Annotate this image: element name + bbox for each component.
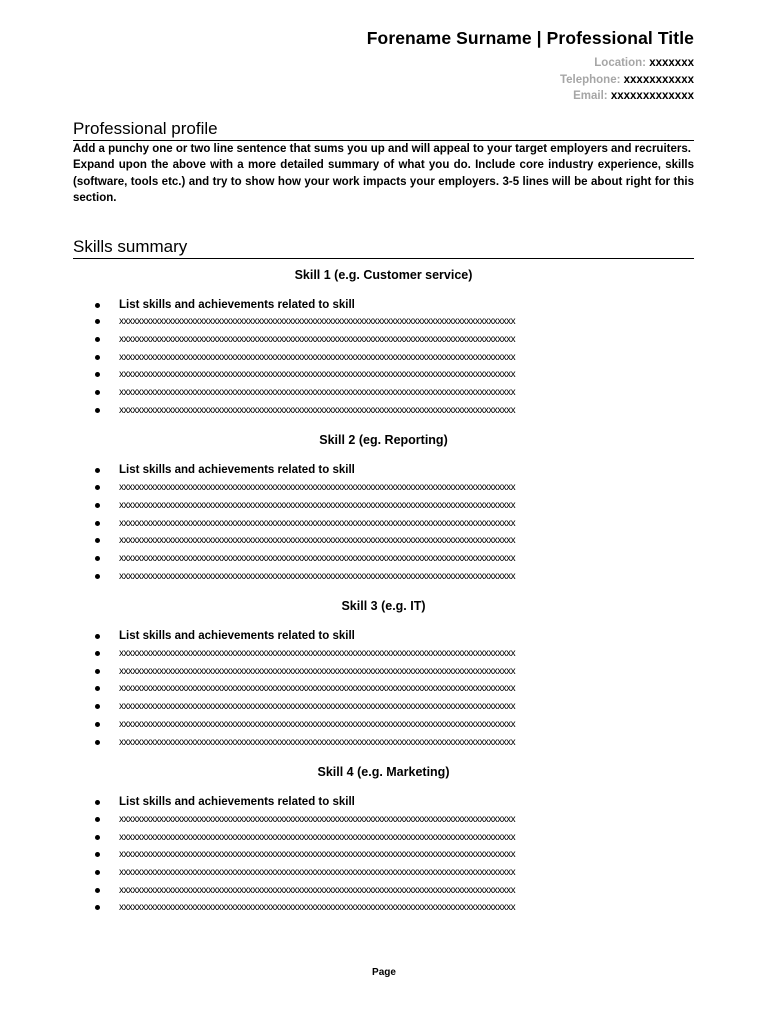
list-item-text: xxxxxxxxxxxxxxxxxxxxxxxxxxxxxxxxxxxxxxxxxxxxxxxxxxxxxxxxxxxxxxxxxxxxxxxxxxxxxxxxxxxxxxxxx: [119, 683, 516, 695]
list-item-text: xxxxxxxxxxxxxxxxxxxxxxxxxxxxxxxxxxxxxxxxxxxxxxxxxxxxxxxxxxxxxxxxxxxxxxxxxxxxxxxxxxxxxxxxx: [119, 665, 516, 677]
list-item: [73, 532, 694, 550]
list-item-text: xxxxxxxxxxxxxxxxxxxxxxxxxxxxxxxxxxxxxxxxxxxxxxxxxxxxxxxxxxxxxxxxxxxxxxxxxxxxxxxxxxxxxxxxx: [119, 552, 516, 564]
list-item: [73, 568, 694, 586]
bullet-icon: [95, 503, 100, 508]
list-item-text: xxxxxxxxxxxxxxxxxxxxxxxxxxxxxxxxxxxxxxxxxxxxxxxxxxxxxxxxxxxxxxxxxxxxxxxxxxxxxxxxxxxxxxxxx: [119, 333, 516, 345]
bullet-icon: [95, 574, 100, 579]
list-item: [73, 550, 694, 568]
list-item-text: xxxxxxxxxxxxxxxxxxxxxxxxxxxxxxxxxxxxxxxxxxxxxxxxxxxxxxxxxxxxxxxxxxxxxxxxxxxxxxxxxxxxxxxxx: [119, 404, 516, 416]
bullet-icon: [95, 408, 100, 413]
list-item: [73, 384, 694, 402]
list-item: [73, 349, 694, 367]
list-item: [73, 645, 694, 663]
list-item: [73, 331, 694, 349]
list-item: [73, 366, 694, 384]
bullet-icon: [95, 686, 100, 691]
bullet-icon: [95, 319, 100, 324]
skills-section-title: Skills summary: [73, 237, 694, 259]
list-item: [73, 899, 694, 917]
list-item-text: xxxxxxxxxxxxxxxxxxxxxxxxxxxxxxxxxxxxxxxxxxxxxxxxxxxxxxxxxxxxxxxxxxxxxxxxxxxxxxxxxxxxxxxxx: [119, 387, 516, 399]
bullet-icon: [95, 704, 100, 709]
bullet-icon: [95, 722, 100, 727]
resume-page: [73, 26, 694, 917]
bullet-icon: [95, 556, 100, 561]
list-item: [73, 479, 694, 497]
profile-paragraph-2: Expand upon the above with a more detailed summary of what you do. Include core industry experience, skills (software, tools etc.) and try to show how your work impacts your employers. 3-5 lines will be about right for this section.: [73, 159, 694, 204]
bullet-icon: [95, 740, 100, 745]
list-item: [73, 829, 694, 847]
bullet-icon: [95, 870, 100, 875]
skill-heading: Skill 3 (e.g. IT): [341, 599, 426, 614]
list-item-text: xxxxxxxxxxxxxxxxxxxxxxxxxxxxxxxxxxxxxxxxxxxxxxxxxxxxxxxxxxxxxxxxxxxxxxxxxxxxxxxxxxxxxxxxx: [119, 517, 516, 529]
bullet-icon: [95, 521, 100, 526]
skill-heading: Skill 1 (e.g. Customer service): [294, 267, 473, 282]
name-title: Forename Surname | Professional Title: [366, 28, 694, 48]
list-item: [73, 680, 694, 698]
bullet-icon: [95, 835, 100, 840]
list-item: [73, 716, 694, 734]
bullet-icon: [95, 337, 100, 342]
profile-paragraph-1: Add a punchy one or two line sentence that sums you up and will appeal to your target employers and recruiters.: [73, 142, 691, 155]
list-item: [73, 864, 694, 882]
bullet-icon: [95, 390, 100, 395]
list-item: [73, 497, 694, 515]
skill-bullet-list: [73, 297, 694, 420]
skill-bullet-list: [73, 462, 694, 585]
list-item-text: List skills and achievements related to skill: [119, 464, 355, 477]
location-label: Location:: [594, 57, 647, 69]
list-item-text: xxxxxxxxxxxxxxxxxxxxxxxxxxxxxxxxxxxxxxxxxxxxxxxxxxxxxxxxxxxxxxxxxxxxxxxxxxxxxxxxxxxxxxxxx: [119, 884, 516, 896]
list-item-text: xxxxxxxxxxxxxxxxxxxxxxxxxxxxxxxxxxxxxxxxxxxxxxxxxxxxxxxxxxxxxxxxxxxxxxxxxxxxxxxxxxxxxxxxx: [119, 482, 516, 494]
bullet-icon: [95, 303, 100, 308]
list-item: [73, 313, 694, 331]
resume-header: [73, 26, 694, 105]
bullet-icon: [95, 372, 100, 377]
bullet-icon: [95, 817, 100, 822]
list-item: [73, 846, 694, 864]
email-label: Email:: [573, 90, 608, 102]
skill-heading: Skill 2 (eg. Reporting): [319, 433, 448, 448]
list-item: [73, 794, 694, 811]
bullet-icon: [95, 888, 100, 893]
list-item-text: List skills and achievements related to skill: [119, 630, 355, 643]
list-item: [73, 628, 694, 645]
list-item-text: xxxxxxxxxxxxxxxxxxxxxxxxxxxxxxxxxxxxxxxxxxxxxxxxxxxxxxxxxxxxxxxxxxxxxxxxxxxxxxxxxxxxxxxxx: [119, 831, 516, 843]
list-item-text: List skills and achievements related to skill: [119, 796, 355, 809]
list-item-text: xxxxxxxxxxxxxxxxxxxxxxxxxxxxxxxxxxxxxxxxxxxxxxxxxxxxxxxxxxxxxxxxxxxxxxxxxxxxxxxxxxxxxxxxx: [119, 351, 516, 363]
list-item-text: xxxxxxxxxxxxxxxxxxxxxxxxxxxxxxxxxxxxxxxxxxxxxxxxxxxxxxxxxxxxxxxxxxxxxxxxxxxxxxxxxxxxxxxxx: [119, 813, 516, 825]
list-item: [73, 698, 694, 716]
bullet-icon: [95, 468, 100, 473]
location-line: [73, 55, 694, 72]
list-item-text: xxxxxxxxxxxxxxxxxxxxxxxxxxxxxxxxxxxxxxxxxxxxxxxxxxxxxxxxxxxxxxxxxxxxxxxxxxxxxxxxxxxxxxxxx: [119, 902, 516, 914]
list-item: [73, 462, 694, 479]
bullet-icon: [95, 485, 100, 490]
list-item: [73, 882, 694, 900]
skill-bullet-list: [73, 794, 694, 917]
bullet-icon: [95, 852, 100, 857]
list-item: [73, 734, 694, 752]
bullet-icon: [95, 355, 100, 360]
telephone-label: Telephone:: [559, 73, 621, 86]
email-value: xxxxxxxxxxxxx: [610, 90, 694, 102]
bullet-icon: [95, 651, 100, 656]
profile-section-title: Professional profile: [73, 119, 694, 141]
list-item: [73, 515, 694, 533]
bullet-icon: [95, 634, 100, 639]
list-item-text: xxxxxxxxxxxxxxxxxxxxxxxxxxxxxxxxxxxxxxxxxxxxxxxxxxxxxxxxxxxxxxxxxxxxxxxxxxxxxxxxxxxxxxxxx: [119, 867, 516, 879]
telephone-value: xxxxxxxxxxx: [623, 73, 694, 86]
list-item-text: List skills and achievements related to skill: [119, 298, 355, 311]
list-item-text: xxxxxxxxxxxxxxxxxxxxxxxxxxxxxxxxxxxxxxxxxxxxxxxxxxxxxxxxxxxxxxxxxxxxxxxxxxxxxxxxxxxxxxxxx: [119, 736, 516, 748]
list-item: [73, 811, 694, 829]
list-item-text: xxxxxxxxxxxxxxxxxxxxxxxxxxxxxxxxxxxxxxxxxxxxxxxxxxxxxxxxxxxxxxxxxxxxxxxxxxxxxxxxxxxxxxxxx: [119, 849, 516, 861]
list-item-text: xxxxxxxxxxxxxxxxxxxxxxxxxxxxxxxxxxxxxxxxxxxxxxxxxxxxxxxxxxxxxxxxxxxxxxxxxxxxxxxxxxxxxxxxx: [119, 648, 516, 660]
list-item-text: xxxxxxxxxxxxxxxxxxxxxxxxxxxxxxxxxxxxxxxxxxxxxxxxxxxxxxxxxxxxxxxxxxxxxxxxxxxxxxxxxxxxxxxxx: [119, 535, 516, 547]
list-item: [73, 402, 694, 420]
bullet-icon: [95, 669, 100, 674]
list-item: [73, 663, 694, 681]
location-value: xxxxxxx: [649, 57, 694, 69]
list-item-text: xxxxxxxxxxxxxxxxxxxxxxxxxxxxxxxxxxxxxxxxxxxxxxxxxxxxxxxxxxxxxxxxxxxxxxxxxxxxxxxxxxxxxxxxx: [119, 570, 516, 582]
bullet-icon: [95, 800, 100, 805]
telephone-line: [73, 72, 694, 89]
list-item-text: xxxxxxxxxxxxxxxxxxxxxxxxxxxxxxxxxxxxxxxxxxxxxxxxxxxxxxxxxxxxxxxxxxxxxxxxxxxxxxxxxxxxxxxxx: [119, 701, 516, 713]
skill-bullet-list: [73, 628, 694, 751]
bullet-icon: [95, 905, 100, 910]
bullet-icon: [95, 538, 100, 543]
list-item-text: xxxxxxxxxxxxxxxxxxxxxxxxxxxxxxxxxxxxxxxxxxxxxxxxxxxxxxxxxxxxxxxxxxxxxxxxxxxxxxxxxxxxxxxxx: [119, 369, 516, 381]
list-item-text: xxxxxxxxxxxxxxxxxxxxxxxxxxxxxxxxxxxxxxxxxxxxxxxxxxxxxxxxxxxxxxxxxxxxxxxxxxxxxxxxxxxxxxxxx: [119, 316, 516, 328]
list-item-text: xxxxxxxxxxxxxxxxxxxxxxxxxxxxxxxxxxxxxxxxxxxxxxxxxxxxxxxxxxxxxxxxxxxxxxxxxxxxxxxxxxxxxxxxx: [119, 718, 516, 730]
skills-list: [73, 267, 694, 918]
email-line: [73, 88, 694, 105]
list-item: [73, 297, 694, 314]
page-footer: Page: [372, 967, 396, 978]
skill-heading: Skill 4 (e.g. Marketing): [317, 765, 450, 780]
list-item-text: xxxxxxxxxxxxxxxxxxxxxxxxxxxxxxxxxxxxxxxxxxxxxxxxxxxxxxxxxxxxxxxxxxxxxxxxxxxxxxxxxxxxxxxxx: [119, 499, 516, 511]
